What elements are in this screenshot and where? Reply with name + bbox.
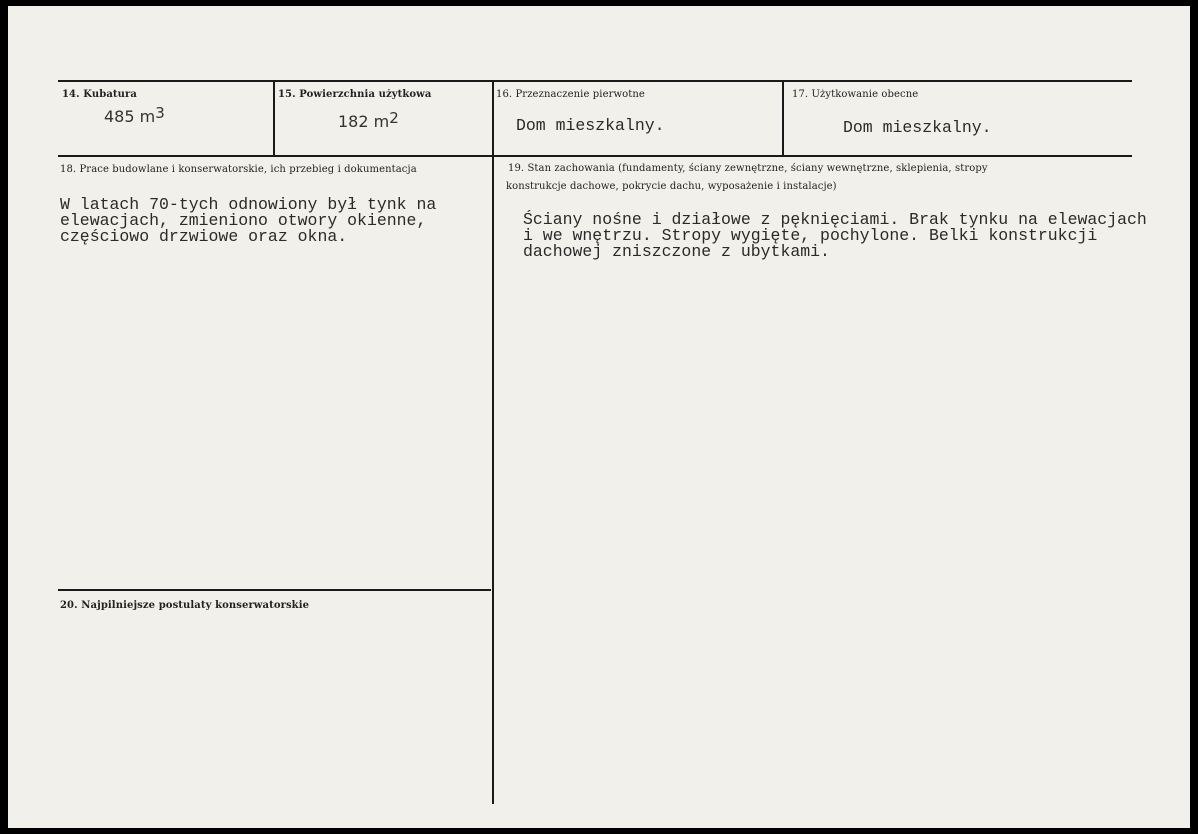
field-19-label-line-1: 19. Stan zachowania (fundamenty, ściany zewnętrzne, ściany wewnętrzne, sklepienia, stropy <box>508 163 988 174</box>
field-14-number: 485 m <box>104 107 156 126</box>
field-20-label: 20. Najpilniejsze postulaty konserwatorskie <box>60 600 310 611</box>
divider-16-17 <box>782 80 784 157</box>
inventory-card <box>8 6 1190 828</box>
field-15-exponent: 2 <box>389 109 399 127</box>
field-18-label: 18. Prace budowlane i konserwatorskie, ich przebieg i dokumentacja <box>60 164 417 175</box>
field-15-label: 15. Powierzchnia użytkowa <box>278 89 432 100</box>
divider-main <box>492 80 494 804</box>
field18-bottom-rule <box>58 589 491 591</box>
field-14-label: 14. Kubatura <box>62 89 137 100</box>
field-19-line-3: dachowej zniszczone z ubytkami. <box>523 242 830 261</box>
field-18-line-1: W latach 70-tych odnowiony był tynk na <box>60 195 437 214</box>
field-19-line-1: Ściany nośne i działowe z pęknięciami. Brak tynku na elewacjach <box>523 210 1147 229</box>
row1-bottom-rule <box>58 155 1132 157</box>
field-16-label: 16. Przeznaczenie pierwotne <box>496 89 645 100</box>
field-19-label-line-2: konstrukcje dachowe, pokrycie dachu, wyposażenie i instalacje) <box>506 181 837 192</box>
field-14-exponent: 3 <box>155 104 165 122</box>
divider-14-15 <box>273 80 275 157</box>
field-19-line-2: i we wnętrzu. Stropy wygięte, pochylone. Belki konstrukcji <box>523 226 1098 245</box>
top-rule <box>58 80 1132 82</box>
field-16-value: Dom mieszkalny. <box>516 116 665 135</box>
field-18-line-3: częściowo drzwiowe oraz okna. <box>60 227 348 246</box>
field-18-line-2: elewacjach, zmieniono otwory okienne, <box>60 211 427 230</box>
field-17-label: 17. Użytkowanie obecne <box>792 89 919 100</box>
field-15-number: 182 m <box>338 112 390 131</box>
field-15-value <box>338 109 399 131</box>
field-17-value: Dom mieszkalny. <box>843 118 992 137</box>
field-14-value <box>104 104 165 126</box>
